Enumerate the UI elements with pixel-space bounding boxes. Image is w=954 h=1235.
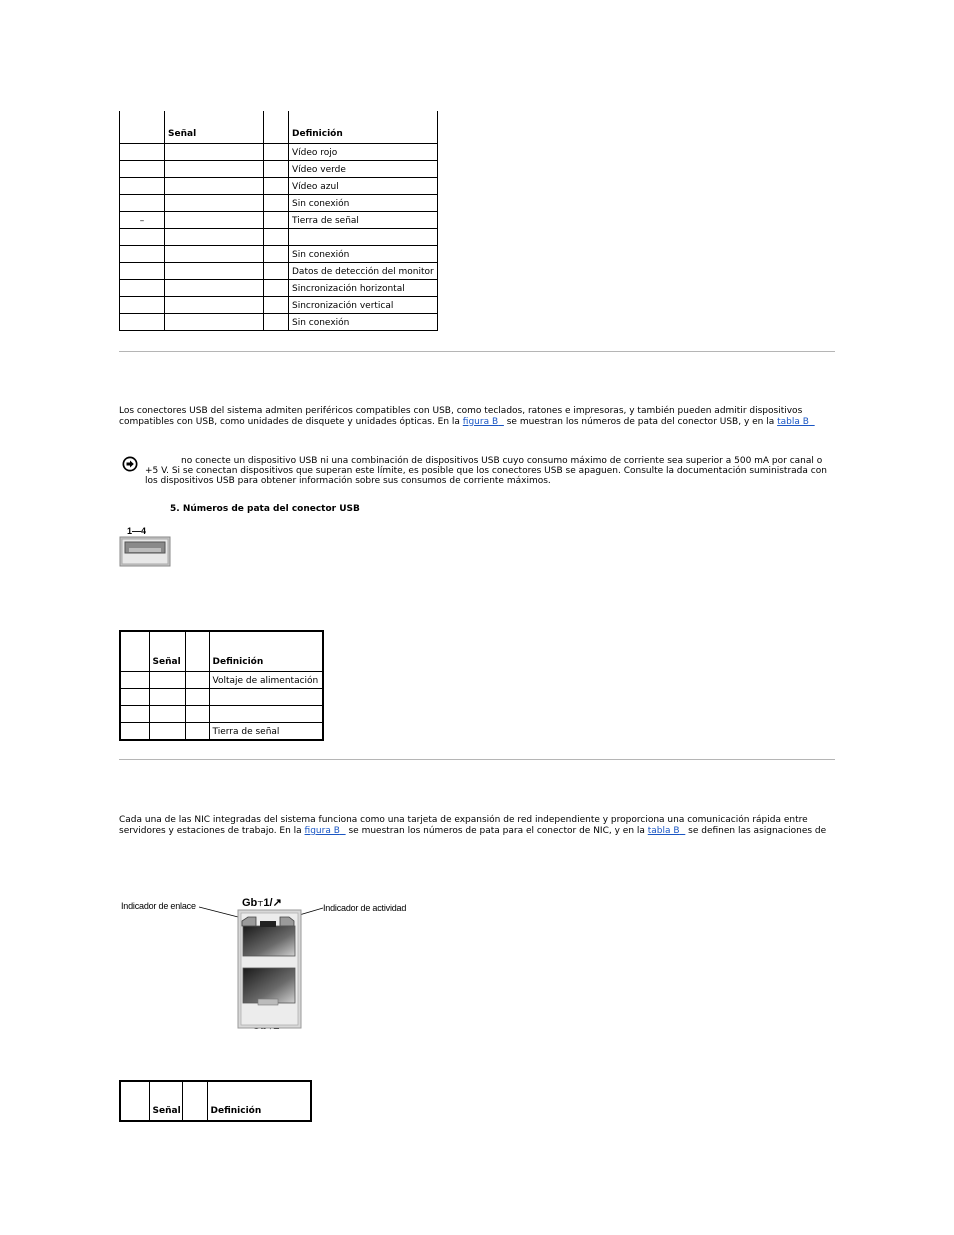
signal-cell <box>165 144 264 161</box>
nic-intro-text-2: se muestran los números de pata para el conector de NIC, y en la <box>345 825 648 836</box>
table-row <box>120 161 438 178</box>
table-row <box>120 722 323 740</box>
usb-intro-paragraph <box>119 406 835 427</box>
section-divider <box>119 351 835 352</box>
pin-cell <box>120 246 165 263</box>
usb-connector-figure <box>118 526 172 568</box>
table-row <box>120 212 438 229</box>
nic-intro-text-3: se definen las asignaciones de <box>685 825 827 836</box>
table-row <box>120 263 438 280</box>
io-cell <box>264 263 289 280</box>
definition-cell: Tierra de señal <box>209 722 323 740</box>
nic-intro-paragraph <box>119 815 835 836</box>
definition-cell: Vídeo rojo <box>289 144 438 161</box>
table-row <box>120 229 438 246</box>
io-cell <box>264 178 289 195</box>
signal-cell <box>149 722 185 740</box>
header-cell-signal: Señal <box>149 1081 182 1121</box>
section-divider <box>119 759 835 760</box>
header-cell <box>264 111 289 144</box>
pin-cell <box>120 229 165 246</box>
pin-cell <box>120 263 165 280</box>
definition-cell <box>209 705 323 722</box>
io-cell <box>264 212 289 229</box>
pin-cell <box>120 688 149 705</box>
nic-pin-table <box>119 1080 312 1122</box>
pin-cell <box>120 297 165 314</box>
io-cell <box>264 246 289 263</box>
vga-pin-table <box>119 111 438 331</box>
figure-caption: 5. Números de pata del conector USB <box>170 504 360 514</box>
table-row <box>120 297 438 314</box>
notice-body: no conecte un dispositivo USB ni una combinación de dispositivos USB cuyo consumo máximo de corriente sea superior a 500 mA por canal o +5 V. Si se conectan dispositivos que superan este límite, es posible que los conectores USB se apaguen. Consulte la documentación suministrada con los dispositivos USB para obtener información sobre sus consumos de corriente máximos. <box>145 456 827 486</box>
notice-text <box>145 456 835 486</box>
header-cell-definition: Definición <box>209 631 323 671</box>
table-link[interactable]: tabla B <box>647 825 680 836</box>
definition-cell <box>209 688 323 705</box>
signal-cell <box>165 246 264 263</box>
header-cell <box>185 631 209 671</box>
io-cell <box>264 280 289 297</box>
io-cell <box>264 297 289 314</box>
pin-cell <box>120 195 165 212</box>
definition-cell: Voltaje de alimentación <box>209 671 323 688</box>
io-cell <box>185 722 209 740</box>
definition-cell: Vídeo verde <box>289 161 438 178</box>
link-indicator-label: Indicador de enlace <box>121 901 196 911</box>
table-row <box>120 144 438 161</box>
header-cell-definition: Definición <box>289 111 438 144</box>
header-cell-signal: Señal <box>149 631 185 671</box>
pin-cell <box>120 705 149 722</box>
io-cell <box>264 229 289 246</box>
notice-icon <box>122 456 138 472</box>
header-cell <box>120 1081 149 1121</box>
definition-cell: Sin conexión <box>289 314 438 331</box>
pin-cell <box>120 178 165 195</box>
usb-pin-label: 1—4 <box>127 526 147 536</box>
io-cell <box>264 144 289 161</box>
definition-cell <box>289 229 438 246</box>
table-row <box>120 671 323 688</box>
signal-cell <box>165 195 264 212</box>
table-header-row <box>120 631 323 671</box>
pin-cell <box>120 280 165 297</box>
table-link-suffix[interactable] <box>809 417 815 427</box>
table-row <box>120 314 438 331</box>
activity-indicator-label: Indicador de actividad <box>323 903 407 913</box>
figure-link[interactable]: figura B <box>462 416 499 427</box>
signal-cell <box>165 161 264 178</box>
pin-cell <box>120 314 165 331</box>
usb-pin-table <box>119 630 324 741</box>
pin-cell: – <box>120 212 165 229</box>
signal-cell <box>165 178 264 195</box>
signal-cell <box>165 229 264 246</box>
io-cell <box>185 671 209 688</box>
pin-cell <box>120 144 165 161</box>
header-cell-signal: Señal <box>165 111 264 144</box>
nic-connector-figure <box>119 893 419 1038</box>
signal-cell <box>165 263 264 280</box>
definition-cell: Sincronización vertical <box>289 297 438 314</box>
pin-cell <box>120 161 165 178</box>
definition-cell: Datos de detección del monitor <box>289 263 438 280</box>
pin-cell <box>120 671 149 688</box>
io-cell <box>264 195 289 212</box>
signal-cell <box>149 705 185 722</box>
signal-cell <box>165 297 264 314</box>
usb-intro-text-2: se muestran los números de pata del conector USB, y en la <box>503 416 778 427</box>
table-header-row <box>120 1081 311 1121</box>
definition-cell: Sin conexión <box>289 246 438 263</box>
pin-cell <box>120 722 149 740</box>
table-row <box>120 178 438 195</box>
definition-cell: Sin conexión <box>289 195 438 212</box>
usb-intro-text: Los conectores USB del sistema admiten periféricos compatibles con USB, como teclados, ratones e impresoras, y también pueden admitir dispositivos compatibles con USB, como unidades de disquete y unidades ópticas. En la <box>119 406 803 427</box>
figure-link[interactable]: figura B <box>304 825 340 836</box>
table-row <box>120 195 438 212</box>
table-row <box>120 705 323 722</box>
definition-cell: Sincronización horizontal <box>289 280 438 297</box>
nic-port1-label: Gb⊤1/↗ <box>242 897 282 909</box>
signal-cell <box>165 314 264 331</box>
io-cell <box>185 705 209 722</box>
definition-cell: Vídeo azul <box>289 178 438 195</box>
table-header-row <box>120 111 438 144</box>
io-cell <box>185 688 209 705</box>
table-row <box>120 688 323 705</box>
table-link[interactable]: tabla B <box>777 416 809 427</box>
nic-intro-text: Cada una de las NIC integradas del sistema funciona como una tarjeta de expansión de red independiente y proporciona una comunicación rápida entre servidores y estaciones de trabajo. En la <box>119 815 808 836</box>
header-cell <box>120 631 149 671</box>
signal-cell <box>165 280 264 297</box>
signal-cell <box>149 671 185 688</box>
signal-cell <box>149 688 185 705</box>
io-cell <box>264 314 289 331</box>
table-row <box>120 280 438 297</box>
io-cell <box>264 161 289 178</box>
table-row <box>120 246 438 263</box>
header-cell <box>182 1081 207 1121</box>
definition-cell: Tierra de señal <box>289 212 438 229</box>
header-cell-definition: Definición <box>207 1081 311 1121</box>
header-cell <box>120 111 165 144</box>
signal-cell <box>165 212 264 229</box>
